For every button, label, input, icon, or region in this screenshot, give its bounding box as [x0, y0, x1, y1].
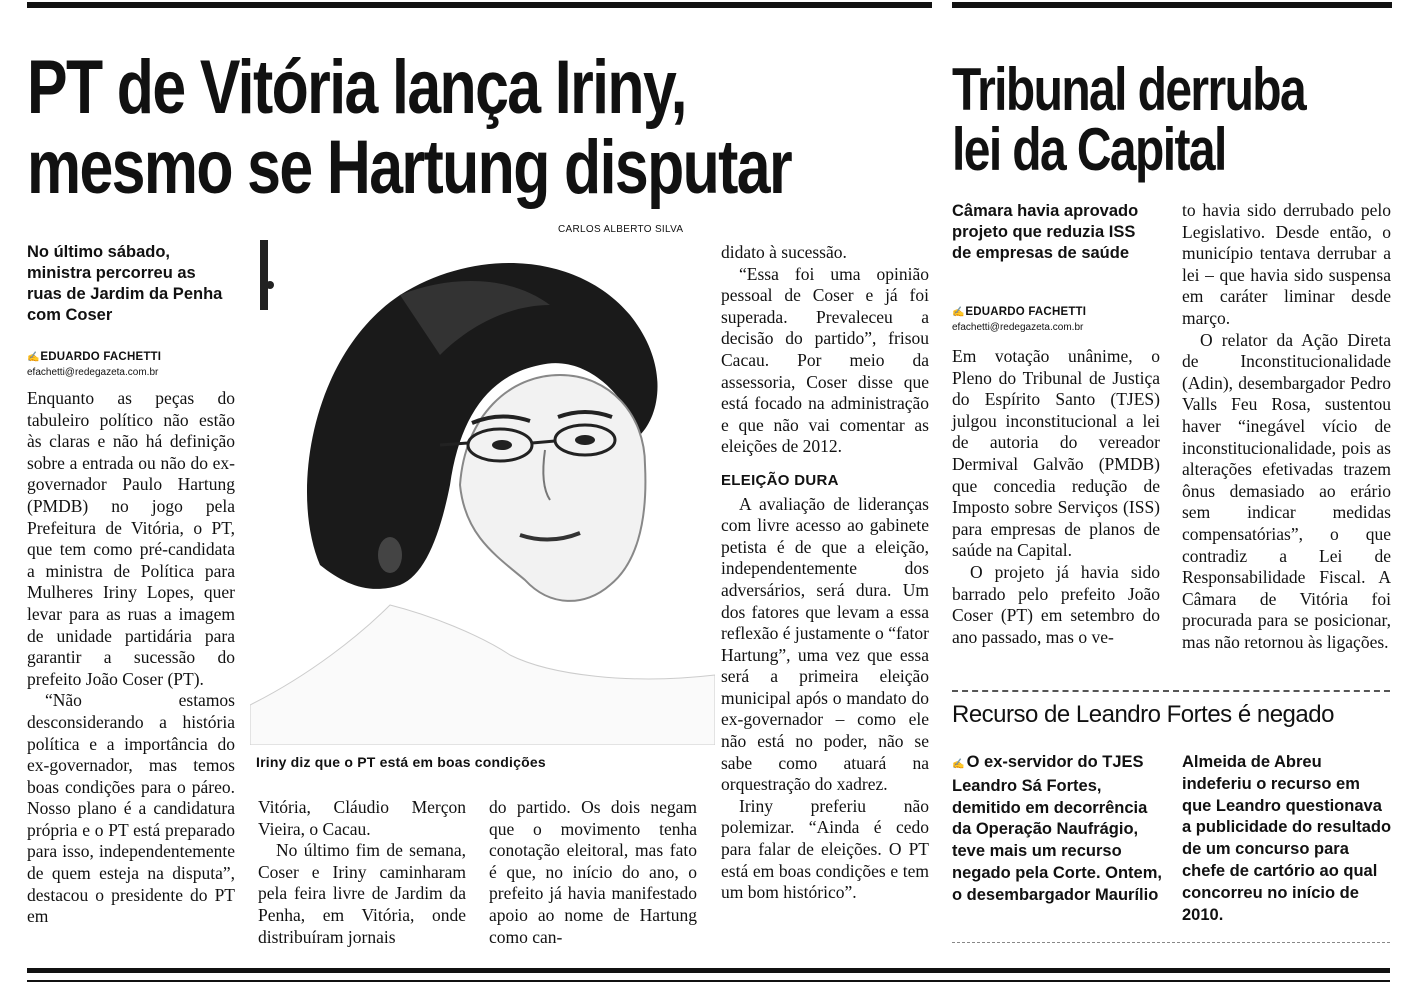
article2-headline-line1: Tribunal derruba [952, 56, 1306, 123]
article1-byline [27, 351, 161, 363]
paragraph: didato à sucessão. [721, 242, 847, 262]
section-divider [952, 690, 1390, 692]
article1-email: efachetti@redegazeta.com.br [27, 367, 159, 378]
paragraph-text: O ex-servidor do TJES Leandro Sá Fortes, demitido em decorrência da Operação Naufrágio, teve mais um recurso negado pela Corte. Ontem, o desembargador Maurílio [952, 753, 1162, 904]
bottom-divider-right [952, 942, 1390, 943]
paragraph: O projeto já havia sido barrado pelo prefeito João Coser (PT) em setembro do ano passado, mas o ve- [952, 561, 1160, 647]
pen-icon: ✍ [952, 307, 965, 318]
article1-column-3 [489, 797, 697, 948]
article1-headline-line1: PT de Vitória lança Iriny, [27, 45, 686, 130]
article1-column-2 [258, 797, 466, 948]
top-rule-right [952, 2, 1392, 8]
paragraph: Vitória, Cláudio Merçon Vieira, o Cacau. [258, 797, 466, 839]
paragraph: to havia sido derrubado pelo Legislativo. Desde então, o município tentava derrubar a lei – que havia sido suspensa em caráter liminar desde março. [1182, 200, 1391, 328]
article1-headline-line2: mesmo se Hartung disputar [27, 125, 792, 210]
article2-column-1 [952, 346, 1160, 648]
woman-portrait-photo [250, 235, 715, 745]
article1-column-4 [721, 242, 929, 904]
paragraph: Em votação unânime, o Pleno do Tribunal de Justiça do Espírito Santo (TJES) julgou inconstitucional a lei de autoria do vereador Dermival Galvão (PMDB) que concedia redução de Imposto sobre Serviços (ISS) para empresas de planos de saúde na Capital. [952, 346, 1160, 561]
article1-author: EDUARDO FACHETTI [40, 351, 162, 363]
article3-column-2 [1182, 752, 1392, 926]
pen-icon: ✍ [27, 352, 40, 363]
article1-photo [250, 235, 715, 745]
section-subheading: ELEIÇÃO DURA [721, 471, 839, 489]
article3-headline: Recurso de Leandro Fortes é negado [952, 701, 1334, 728]
top-rule-left [27, 2, 932, 8]
article2-byline [952, 306, 1086, 318]
bottom-rule [27, 968, 1390, 973]
paragraph: “Não estamos desconsiderando a história política e a importância do ex-governador, mas temos boas condições para o páreo. Nosso plano é a candidatura própria e o PT está preparado para isso, independentemente de quem esteja na disputa”, destacou o presidente do PT em [27, 690, 235, 927]
paragraph: Enquanto as peças do tabuleiro político não estão às claras e não há definição sobre a entrada ou não do ex-governador Paulo Hartung (PMDB) no jogo pela Prefeitura de Vitória, o PT, que tem como pré-candidata a ministra de Política para Mulheres Iriny Lopes, quer levar para as ruas a imagem de unidade partidária para garantir a sucessão do prefeito João Coser (PT). [27, 388, 235, 689]
article2-email: efachetti@redegazeta.com.br [952, 322, 1084, 333]
photo-caption: Iriny diz que o PT está em boas condições [256, 754, 546, 770]
paragraph: Iriny preferiu não polemizar. “Ainda é cedo para falar de eleições. O PT está em boas condições e tem um bom histórico”. [721, 795, 929, 903]
paragraph: Almeida de Abreu indeferiu o recurso em que Leandro questionava a publicidade do resultado de um concurso para chefe de cartório ao qual concorreu no início de 2010. [1182, 753, 1392, 924]
bottom-rule-thin [27, 980, 1390, 982]
paragraph: do partido. Os dois negam que o movimento tenha conotação eleitoral, mas fato é que, no início do ano, o prefeito já havia manifestado apoio ao nome de Hartung como can- [489, 797, 697, 947]
article1-subtitle: No último sábado, ministra percorreu as ruas de Jardim da Penha com Coser [27, 243, 223, 324]
article3-column-1 [952, 752, 1162, 907]
photo-credit: CARLOS ALBERTO SILVA [558, 224, 684, 235]
paragraph: “Essa foi uma opinião pessoal de Coser e já foi superada. Prevaleceu a decisão do partido”, frisou Cacau. Por meio da assessoria, Coser disse que está focado na administração e que não vai comentar as eleições de 2012. [721, 263, 929, 457]
paragraph: A avaliação de lideranças com livre acesso ao gabinete petista é de que a eleição, independentemente dos adversários, será dura. Um dos fatores que levam a essa reflexão é justamente o “fator Hartung”, uma vez que essa será a primeira eleição municipal após o mandato do ex-governador – como ele não está no poder, não se sabe como atuará na orquestração do xadrez. [721, 493, 929, 795]
article2-author: EDUARDO FACHETTI [965, 306, 1087, 318]
paragraph: No último fim de semana, Coser e Iriny caminharam pela feira livre de Jardim da Penha, em Vitória, onde distribuíram jornais [258, 840, 466, 947]
pen-icon: ✍ [952, 759, 965, 770]
paragraph: O relator da Ação Direta de Inconstitucionalidade (Adin), desembargador Pedro Valls Feu Rosa, sustentou haver “inegável vício de inconstitucionalidade, pois as alterações efetivadas trazem ônus demasiado ao erário sem indicar medidas compensatórias”, o que contradiz a Lei de Responsabilidade Fiscal. A Câmara de Vitória foi procurada para se posicionar, mas não retornou às ligações. [1182, 329, 1391, 652]
article2-column-2 [1182, 200, 1391, 653]
paragraph [952, 752, 1162, 907]
article2-subtitle: Câmara havia aprovado projeto que reduzia ISS de empresas de saúde [952, 202, 1139, 262]
article1-column-1 [27, 388, 235, 928]
article2-headline-line2: lei da Capital [952, 116, 1226, 183]
